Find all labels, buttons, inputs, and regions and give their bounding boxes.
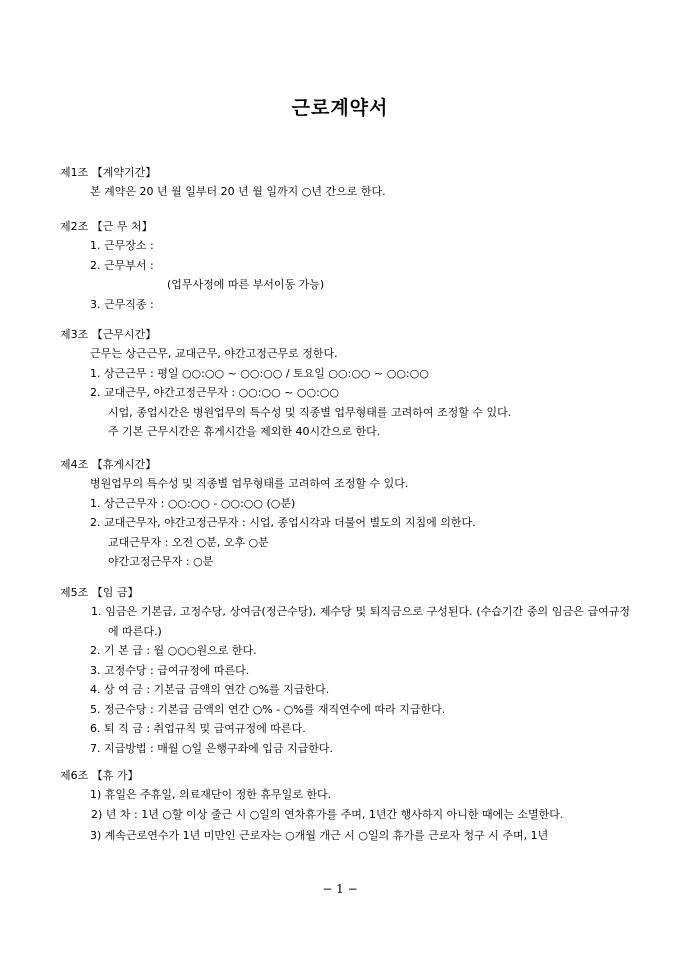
section-item: 2. 근무부서 : [90,258,154,272]
section-contract-period [60,163,630,202]
section-text: 근무는 상근근무, 교대근무, 야간고정근무로 정한다. [90,347,338,360]
section-item: 1. 상근근무 : 평일 ○○:○○ ~ ○○:○○ / 토요일 ○○:○○ ~ ○○:○○ [90,366,429,380]
section-note: (업무사정에 따른 부서이동 가능) [167,278,325,291]
section-heading: 제2조 【근 무 처】 [60,220,153,233]
section-heading: 제6조 【휴 가】 [60,769,139,782]
section-note: 주 기본 근무시간은 휴게시간을 제외한 40시간으로 한다. [108,425,381,438]
section-note: 교대근무자 : 오전 ○분, 오후 ○분 [108,535,269,549]
section-item: 1. 상근근무자 : ○○:○○ - ○○:○○ (○분) [90,496,296,510]
section-heading: 제1조 【계약기간】 [60,166,157,179]
section-text: 본 계약은 20 년 월 일부터 20 년 월 일까지 ○년 간으로 한다. [90,185,386,198]
section-item: 3. 근무직종 : [90,297,154,311]
section-item: 6. 퇴 직 금 : 취업규칙 및 급여규정에 따른다. [90,722,306,735]
section-working-hours [60,325,630,442]
section-note: 시업, 종업시간은 병원업무의 특수성 및 직종별 업무형태를 고려하여 조정할 수 있다. [108,405,512,419]
section-break-time [60,455,630,572]
section-heading: 제5조 【임 금】 [60,586,139,599]
section-item: 2. 기 본 급 : 월 ○○○원으로 한다. [90,644,257,657]
section-item: 3) 계속근로연수가 1년 미만인 근로자는 ○개월 개근 시 ○일의 휴가를 근로자 청구 시 주며, 1년 [90,829,549,842]
section-workplace [60,217,630,314]
section-item: 1) 휴일은 주휴일, 의료재단이 정한 휴무일로 한다. [90,788,332,801]
section-item: 2. 교대근무, 야간고정근무자 : ○○:○○ ~ ○○:○○ [90,386,339,399]
section-item: 2) 년 차 : 1년 ○할 이상 줄근 시 ○일의 연차휴가를 주며, 1년간 행사하지 아니한 때에는 소멸한다. [91,807,564,821]
section-item: 2. 교대근무자, 야간고정근무자 : 시업, 종업시각과 더불어 별도의 지침에 의한다. [90,516,476,529]
section-heading: 제3조 【근무시간】 [60,328,157,341]
page-number: − 1 − [322,882,358,896]
section-leave [60,766,630,846]
section-heading: 제4조 【휴게시간】 [60,458,157,471]
section-item: 4. 상 여 금 : 기본급 금액의 연간 ○%를 지급한다. [90,683,330,696]
section-item: 3. 고정수당 : 급여규정에 따른다. [90,663,250,677]
section-item: 1. 임금은 기본급, 고정수당, 상여금(정근수당), 제수당 및 퇴직금으로 구성된다. (수습기간 중의 임금은 급여규정에 따른다.) [91,605,630,638]
section-wages [60,583,630,758]
section-item: 7. 지급방법 : 매월 ○일 은행구좌에 입금 지급한다. [90,741,334,755]
document-title: 근로계약서 [291,97,389,119]
section-item: 1. 근무장소 : [90,239,154,252]
section-text: 병원업무의 특수성 및 직종별 업무형태를 고려하여 조정할 수 있다. [90,477,409,490]
section-item: 5. 정근수당 : 기본급 금액의 연간 ○% - ○%를 재직연수에 따라 지급한다. [90,702,446,716]
section-note: 야간고정근무자 : ○분 [108,555,214,568]
